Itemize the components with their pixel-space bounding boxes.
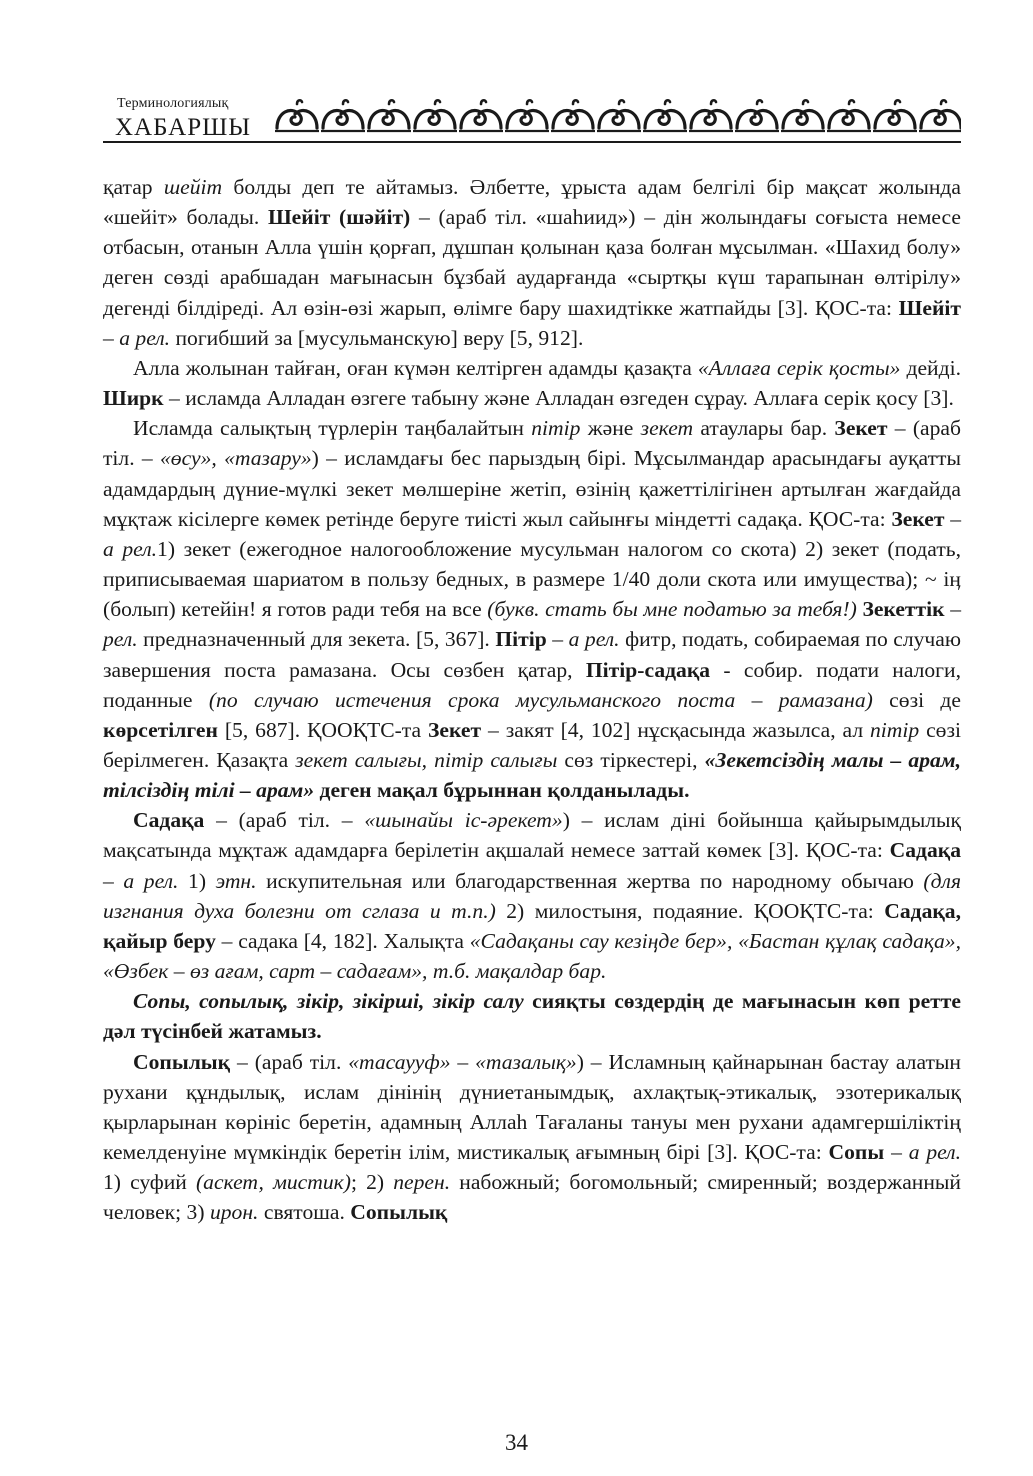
text-run: – — [103, 868, 124, 893]
text-run: Садақа — [889, 838, 961, 863]
text-run: 2) милостыня, подаяние. ҚООҚТС-та: — [495, 898, 885, 923]
text-run: а рел. — [568, 627, 620, 652]
text-run: 1) зекет (ежегодное налогообложение мусульман налогом со скота) 2) зекет (подать, приписываемая шариатом в пользу бедных, в размере 1/40 доли скота или имущества); ~ іӊ (болып) кетейін! я готов ради тебя на все — [103, 536, 962, 622]
text-run: «шынайы іс-әрекет» — [364, 808, 563, 833]
text-run: қатар — [103, 175, 164, 199]
text-run: және — [580, 416, 641, 441]
text-run: – исламда Алладан өзгеге табыну және Алладан өзгеден сұрау. Аллаға серік қосу [3]. — [163, 386, 954, 411]
text-run: Шейіт (шәйіт) — [267, 205, 411, 230]
text-run: Зекеттік — [862, 597, 945, 622]
text-run: (букв. стать бы мне податью за тебя!) — [487, 597, 857, 622]
paragraph — [103, 172, 961, 353]
text-run: (для изгнания духа болезни от сглаза и т.п.) — [103, 868, 961, 923]
header-rule — [103, 141, 961, 143]
text-run: 1) — [178, 868, 216, 893]
journal-title: ХАБАРШЫ — [115, 114, 252, 141]
text-run: рел. — [103, 627, 138, 652]
text-run: а рел. — [119, 325, 171, 350]
text-run: пітір — [870, 717, 920, 742]
text-run: ) – исламдағы бес парыздың бірі. Мұсылмандар арасындағы ауқатты адамдардың дүние-мүлкі зекет мөлшеріне жетіп, өзінің қажеттілігінен артылған жағдайда мұқтаж кісілерге көмек ретінде беруге тиісті жыл сайынғы міндетті садақа. ҚОС-та: — [103, 446, 961, 531]
text-run: Исламда салықтың түрлерін таңбалайтын — [133, 416, 532, 441]
text-run: а рел. — [123, 868, 179, 893]
text-run: сөзі берілмеген. Қазақта — [103, 717, 962, 772]
text-run: Зекет — [834, 416, 888, 441]
paragraph — [103, 986, 961, 1046]
text-run: – садака [4, 182]. Халықта — [215, 928, 470, 953]
text-run: Сопылық — [133, 1049, 231, 1074]
text-run: атаулары бар. — [693, 416, 835, 441]
text-run: – (араб тіл. – — [103, 416, 961, 471]
text-run: 1) суфий — [103, 1170, 196, 1195]
text-run: «өсу», «тазару» — [160, 446, 312, 471]
text-run: ) – ислам діні бойынша қайырымдылық мақсатында мұқтаж адамдарға берілетін ақшалай немесе заттай көмек [3]. ҚОС-та: — [103, 808, 962, 863]
running-header — [103, 94, 961, 142]
text-run: Сопы — [828, 1140, 885, 1164]
text-run: набожный; богомольный; смиренный; воздержанный человек; 3) — [103, 1170, 961, 1225]
text-run: (аскет, мистик) — [195, 1170, 351, 1195]
text-run: Зекет — [428, 717, 482, 742]
text-run: «Аллаға серік қосты» — [697, 355, 901, 380]
text-run: Садақа — [133, 808, 205, 833]
paragraph — [103, 413, 961, 805]
text-run: – (араб тіл. — [230, 1049, 349, 1074]
paragraph — [103, 353, 961, 413]
text-run: перен. — [393, 1170, 451, 1195]
text-run: – (араб тіл. – — [204, 808, 365, 833]
text-run: фитр, подать, собираемая по случаю завершения поста рамазана. Осы сөзбен қатар, — [103, 627, 961, 682]
text-run: а рел. — [908, 1140, 961, 1164]
article-body — [103, 172, 961, 1227]
text-run: Зекет — [891, 506, 945, 531]
text-run: – — [944, 506, 961, 531]
text-run: предназначенный для зекета. [5, 367]. — [137, 627, 496, 652]
text-run: көрсетілген — [103, 717, 218, 742]
text-run: пітір — [531, 416, 581, 441]
text-run: деген мақал бұрыннан қолданылады. — [314, 778, 690, 803]
text-run: Алла жолынан тайған, оған күмән келтірген адамды қазақта — [133, 355, 698, 380]
paragraph — [103, 1047, 961, 1228]
text-run: Сопылық — [350, 1200, 448, 1225]
ornament-border-icon — [273, 98, 961, 138]
text-run: дейді. — [900, 355, 961, 380]
text-run: [5, 687]. ҚООҚТС-та — [217, 717, 429, 742]
text-run: ; 2) — [350, 1170, 394, 1195]
text-run: ирон. — [209, 1200, 259, 1225]
text-run: погибший за [мусульманскую] веру [5, 912]. — [170, 325, 584, 350]
text-run: «Садақаны сау кезіңде бер», «Бастан құлақ садақа», «Өзбек – өз ағам, сарт – садағам», т.б. мақалдар бар. — [103, 928, 961, 984]
text-run: «Зекетсіздің малы – арам, тілсіздің тілі – арам» — [103, 747, 961, 803]
text-run: сияқты сөздердің де мағынасын көп ретте дәл түсінбей жатамыз. — [103, 989, 961, 1044]
text-run: – — [103, 325, 120, 350]
paragraph — [103, 805, 961, 986]
text-run: Ширк — [103, 386, 164, 411]
text-run: сөзі де — [872, 687, 962, 712]
text-run: – закят [4, 102] нұсқасында жазылса, ал — [481, 717, 870, 742]
text-run: искупительная или благодарственная жертва по народному обычаю — [256, 868, 924, 893]
text-run: сөз тіркестері, — [557, 747, 705, 772]
text-run: - собир. подати налоги, поданные — [103, 657, 961, 712]
text-run: Шейіт — [898, 295, 961, 320]
text-run: «тасаууф» – «тазалық» — [348, 1049, 577, 1074]
text-run: (по случаю истечения срока мусульманского поста – рамазана) — [208, 687, 873, 712]
text-run: Сопы, сопылық, зікір, зікірші, зікір салу — [133, 989, 524, 1014]
text-run: – — [944, 597, 961, 622]
text-run: – — [884, 1140, 909, 1164]
text-run: зекет салығы, пітір салығы — [295, 747, 558, 772]
text-run: – (араб тіл. «шаһиид») – дін жолындағы соғыста немесе отбасын, отанын Алла үшін қорғап, дұшпан қолынан қаза болған мұсылман. «Шахид болу» деген сөзді арабшадан мағынасын бұзбай аударғанда «сыртқы күш тарапынан өлтірілу» дегенді білдіреді. Ал өзін-өзі жарып, өлімге бару шахидтікке жатпайды [3]. ҚОС-та: — [103, 205, 961, 320]
text-run: Садақа, қайыр беру — [103, 898, 961, 953]
text-run: шейіт — [163, 175, 223, 199]
page-number: 34 — [505, 1430, 528, 1455]
journal-subtitle: Терминологиялық — [117, 96, 229, 111]
text-run: а рел. — [103, 536, 158, 561]
text-run: Пітір-садақа — [585, 657, 711, 682]
text-run: этн. — [215, 868, 257, 893]
text-run: зекет — [640, 416, 694, 441]
text-run: Пітір — [495, 627, 547, 652]
text-run: – — [546, 627, 569, 652]
text-run: ) – Исламның қайнарынан бастау алатын рухани құндылық, ислам дінінің дүниетанымдық, ахлақтық-этикалық, эзотерикалық қырларынан көрініс беретін, адамның Аллаһ Тағаланы тануы мен рухани адамгершіліктің кемелденуіне мүмкіндік беретін ілім, мистикалық ағымның бірі [3]. ҚОС-та: — [103, 1049, 961, 1164]
text-run: святоша. — [258, 1200, 351, 1225]
text-run: болды деп те айтамыз. Әлбетте, ұрыста адам белгілі бір мақсат жолында «шейіт» болады. — [103, 175, 961, 230]
